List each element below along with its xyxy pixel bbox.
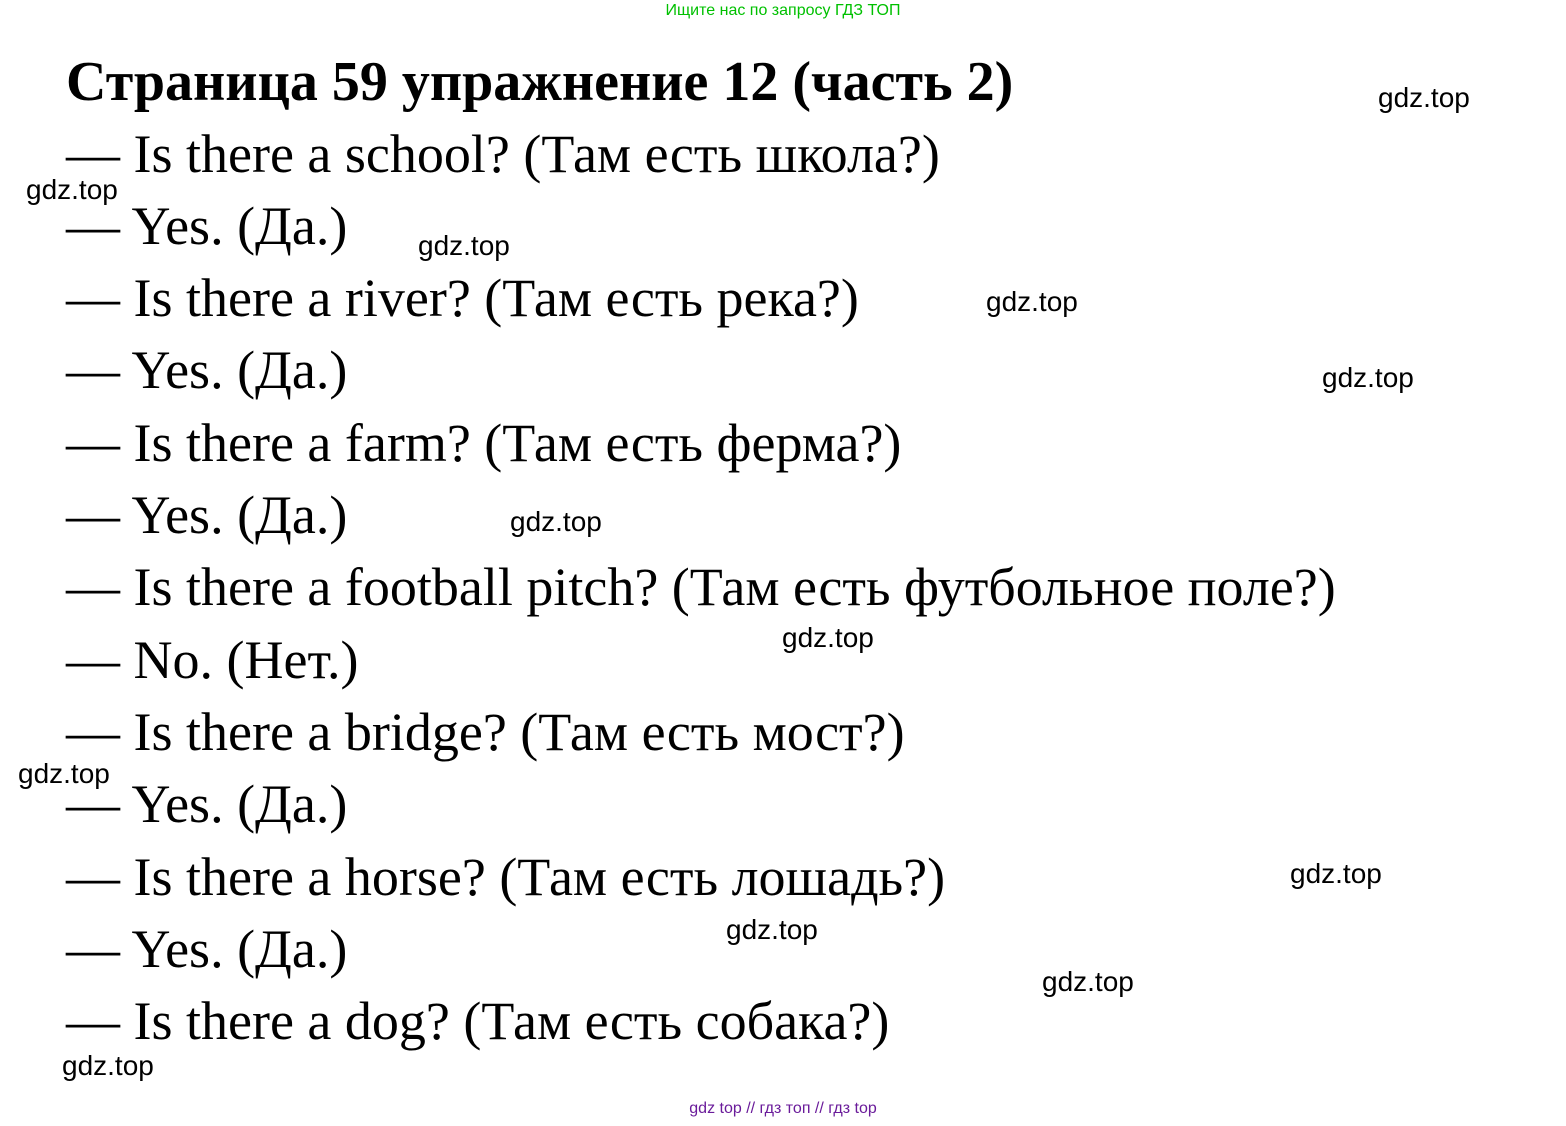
watermark: gdz.top <box>26 174 118 205</box>
dialogue-line: — Yes. (Да.) <box>66 774 348 834</box>
watermark: gdz.top <box>510 506 602 537</box>
dialogue-line: — Is there a football pitch? (Там есть футбольное поле?) <box>66 557 1336 617</box>
dialogue-line: — Is there a bridge? (Там есть мост?) <box>66 702 905 762</box>
page-title: Страница 59 упражнение 12 (часть 2) <box>66 51 1014 113</box>
dialogue-line: — Yes. (Да.) <box>66 340 348 400</box>
watermark: gdz.top <box>1290 858 1382 889</box>
dialogue-line: — Yes. (Да.) <box>66 919 348 979</box>
watermark: gdz.top <box>418 230 510 261</box>
dialogue-line: — Yes. (Да.) <box>66 196 348 256</box>
watermark: gdz.top <box>1322 362 1414 393</box>
dialogue-line: — Is there a river? (Там есть река?) <box>66 268 859 328</box>
dialogue-line: — No. (Нет.) <box>66 630 359 690</box>
dialogue-line: — Is there a farm? (Там есть ферма?) <box>66 413 902 473</box>
watermark: gdz.top <box>726 914 818 945</box>
footer-watermark: gdz top // гдз топ // гдз top <box>689 1100 877 1117</box>
dialogue-line: — Is there a school? (Там есть школа?) <box>66 124 940 184</box>
watermark: gdz.top <box>1378 82 1470 113</box>
watermark: gdz.top <box>1042 966 1134 997</box>
dialogue-line: — Is there a horse? (Там есть лошадь?) <box>66 847 946 907</box>
watermark: gdz.top <box>62 1050 154 1081</box>
dialogue-line: — Yes. (Да.) <box>66 485 348 545</box>
top-banner: Ищите нас по запросу ГДЗ ТОП <box>665 2 901 19</box>
watermark: gdz.top <box>18 758 110 789</box>
watermark: gdz.top <box>986 286 1078 317</box>
watermark: gdz.top <box>782 622 874 653</box>
dialogue-line: — Is there a dog? (Там есть собака?) <box>66 991 890 1051</box>
